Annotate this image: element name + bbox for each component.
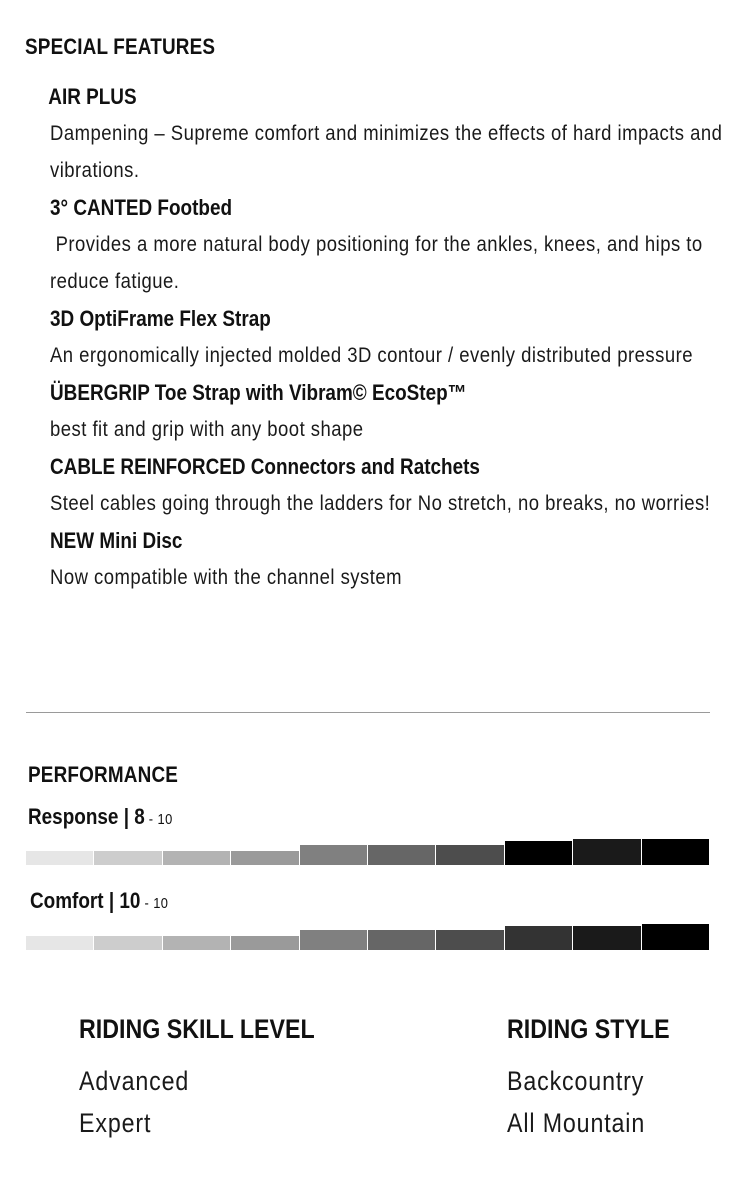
feature-title: AIR PLUS [48,84,137,109]
rating-segment [300,845,368,865]
rating-segment [231,936,299,950]
feature-item [50,448,711,522]
rating-max: - 10 [140,895,169,912]
performance-heading: PERFORMANCE [28,762,179,787]
feature-description: Provides a more natural body positioning for the ankles, knees, and hips to reduce fatigue. [50,232,709,293]
rating-value: 10 [119,888,141,913]
feature-description: best fit and grip with any boot shape [50,417,364,441]
feature-title: CABLE REINFORCED Connectors and Ratchets [50,454,480,479]
response-rating-label [28,804,173,830]
rating-segment [26,936,94,950]
skill-level-item: Advanced [79,1066,190,1096]
special-features-heading: SPECIAL FEATURES [25,34,216,59]
feature-description: Now compatible with the channel system [50,565,402,589]
feature-item [48,78,729,189]
feature-description: Dampening – Supreme comfort and minimizes the effects of hard impacts and vibrations. [50,121,729,182]
comfort-rating-bar [26,922,710,950]
riding-style-item: Backcountry [507,1066,645,1096]
features-list [48,78,729,596]
feature-title: 3° CANTED Footbed [50,195,233,220]
feature-title: ÜBERGRIP Toe Strap with Vibram© EcoStep™ [50,380,467,405]
comfort-rating-label [30,888,168,914]
rating-segment [642,839,710,865]
rating-max: - 10 [144,811,173,828]
rating-segment [436,845,504,865]
feature-description: Steel cables going through the ladders for No stretch, no breaks, no worries! [50,491,711,515]
rating-segment [505,841,573,865]
rating-segment [505,926,573,950]
rating-segment [94,936,162,950]
rating-value: 8 [134,804,145,829]
section-divider [26,712,710,713]
feature-description: An ergonomically injected molded 3D contour / evenly distributed pressure [50,343,693,367]
rating-segment [573,839,641,865]
rating-segment [573,926,641,950]
rating-separator: | [103,888,120,913]
rating-segment [368,930,436,950]
rating-segment [368,845,436,865]
rating-segment [26,851,94,865]
riding-style [507,1012,696,1144]
feature-item [50,374,704,448]
feature-item [50,189,709,300]
rating-name: Response [28,804,119,829]
riding-style-heading: RIDING STYLE [507,1014,670,1044]
feature-item [50,300,704,374]
riding-style-item: All Mountain [507,1108,646,1138]
skill-level-item: Expert [79,1108,152,1138]
rating-segment [300,930,368,950]
rating-separator: | [118,804,135,829]
rating-segment [163,936,231,950]
rating-segment [163,851,231,865]
riding-skill-level-heading: RIDING SKILL LEVEL [79,1014,315,1044]
rating-name: Comfort [30,888,104,913]
response-rating-bar [26,837,710,865]
rating-segment [436,930,504,950]
rating-segment [94,851,162,865]
rating-segment [231,851,299,865]
rating-segment [642,924,710,950]
feature-title: 3D OptiFrame Flex Strap [50,306,271,331]
feature-item [50,522,704,596]
riding-skill-level [79,1012,353,1144]
feature-title: NEW Mini Disc [50,528,183,553]
